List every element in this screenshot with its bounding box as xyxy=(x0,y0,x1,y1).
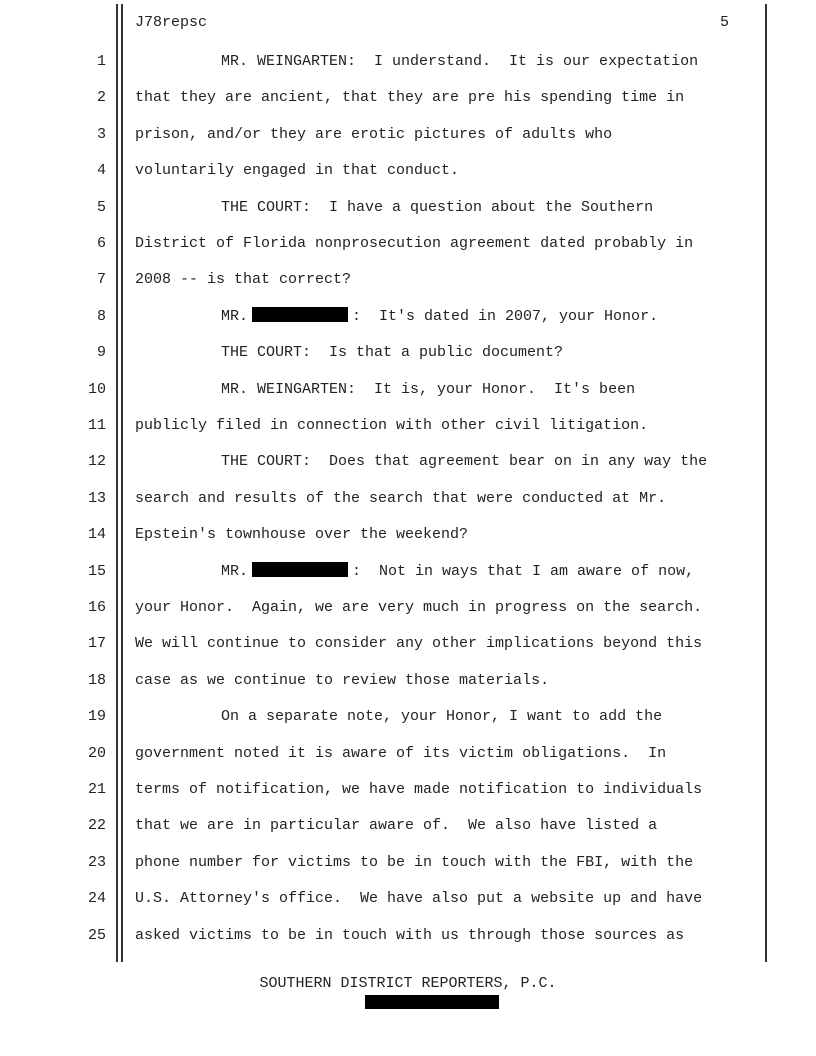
page-number: 5 xyxy=(719,14,729,31)
transcript-line xyxy=(0,524,816,546)
line-number: 15 xyxy=(87,562,106,580)
line-number: 7 xyxy=(96,271,106,289)
line-number: 22 xyxy=(87,817,106,835)
line-text: We will continue to consider any other implications beyond this xyxy=(135,635,703,653)
transcript-line xyxy=(0,670,816,692)
line-text: government noted it is aware of its victim obligations. In xyxy=(135,744,667,762)
speaker-remark: : Not in ways that I am aware of now, xyxy=(352,562,695,580)
line-text: voluntarily engaged in that conduct. xyxy=(135,162,460,180)
line-text: On a separate note, your Honor, I want to add the xyxy=(221,708,663,726)
transcript-line xyxy=(0,852,816,874)
line-number: 16 xyxy=(87,599,106,616)
line-number: 8 xyxy=(96,307,106,325)
line-number: 14 xyxy=(87,526,106,544)
transcript-line xyxy=(0,706,816,728)
line-number: 23 xyxy=(87,853,106,871)
line-text: 2008 -- is that correct? xyxy=(135,271,352,289)
line-text: publicly filed in connection with other civil litigation. xyxy=(135,417,649,434)
line-number: 3 xyxy=(96,125,106,143)
footer-redaction-bar xyxy=(365,995,499,1009)
transcript-line xyxy=(0,779,816,801)
line-text: THE COURT: Does that agreement bear on in any way the xyxy=(221,453,708,471)
page-header xyxy=(135,14,729,34)
line-number: 4 xyxy=(96,162,106,180)
transcript-line xyxy=(0,488,816,510)
speaker-remark: : It's dated in 2007, your Honor. xyxy=(352,307,659,325)
transcript-line xyxy=(0,925,816,947)
line-number: 24 xyxy=(87,890,106,908)
transcript-line xyxy=(0,306,816,328)
redaction-box xyxy=(252,307,348,322)
transcript-line xyxy=(0,815,816,837)
line-number: 20 xyxy=(87,744,106,762)
line-text: phone number for victims to be in touch with the FBI, with the xyxy=(135,853,694,871)
line-text: your Honor. Again, we are very much in progress on the search. xyxy=(135,599,703,616)
line-number: 19 xyxy=(87,708,106,726)
transcript-line xyxy=(0,233,816,255)
line-number: 6 xyxy=(96,235,106,252)
line-text: THE COURT: I have a question about the Southern xyxy=(221,198,654,216)
reporter-footer: SOUTHERN DISTRICT REPORTERS, P.C. xyxy=(259,975,557,992)
line-text xyxy=(221,306,658,328)
transcript-line xyxy=(0,197,816,219)
transcript-line xyxy=(0,51,816,73)
transcript-line xyxy=(0,888,816,910)
line-text: MR. WEINGARTEN: I understand. It is our expectation xyxy=(221,53,699,70)
line-text: asked victims to be in touch with us through those sources as xyxy=(135,926,685,944)
transcript-line xyxy=(0,743,816,765)
line-text: Epstein's townhouse over the weekend? xyxy=(135,526,469,544)
transcript-line xyxy=(0,269,816,291)
line-number: 9 xyxy=(96,344,106,362)
line-text: search and results of the search that were conducted at Mr. xyxy=(135,489,667,507)
line-number: 18 xyxy=(87,671,106,689)
line-number: 25 xyxy=(87,926,106,944)
transcript-line xyxy=(0,342,816,364)
line-text: MR. WEINGARTEN: It is, your Honor. It's been xyxy=(221,380,636,398)
transcript-line xyxy=(0,87,816,109)
line-text: terms of notification, we have made notification to individuals xyxy=(135,781,703,798)
line-number: 21 xyxy=(87,781,106,798)
line-text: prison, and/or they are erotic pictures of adults who xyxy=(135,125,613,143)
line-number: 1 xyxy=(96,53,106,70)
line-number: 2 xyxy=(96,89,106,107)
case-id: J78repsc xyxy=(135,14,208,31)
speaker-prefix: MR. xyxy=(221,307,249,325)
line-text: U.S. Attorney's office. We have also put a website up and have xyxy=(135,890,703,908)
transcript-line xyxy=(0,561,816,583)
line-number: 5 xyxy=(96,198,106,216)
transcript-line xyxy=(0,451,816,473)
line-text: District of Florida nonprosecution agreement dated probably in xyxy=(135,235,694,252)
transcript-line xyxy=(0,633,816,655)
line-number: 10 xyxy=(87,380,106,398)
line-text: that they are ancient, that they are pre his spending time in xyxy=(135,89,685,107)
transcript-line xyxy=(0,597,816,619)
line-number: 17 xyxy=(87,635,106,653)
line-text: that we are in particular aware of. We also have listed a xyxy=(135,817,658,835)
transcript-line xyxy=(0,124,816,146)
speaker-prefix: MR. xyxy=(221,562,249,580)
transcript-line xyxy=(0,415,816,437)
line-number: 13 xyxy=(87,489,106,507)
line-number: 12 xyxy=(87,453,106,471)
redaction-box xyxy=(252,562,348,577)
line-text xyxy=(221,561,694,583)
line-text: case as we continue to review those materials. xyxy=(135,671,550,689)
line-text: THE COURT: Is that a public document? xyxy=(221,344,564,362)
transcript-line xyxy=(0,379,816,401)
transcript-line xyxy=(0,160,816,182)
line-number: 11 xyxy=(87,417,106,434)
